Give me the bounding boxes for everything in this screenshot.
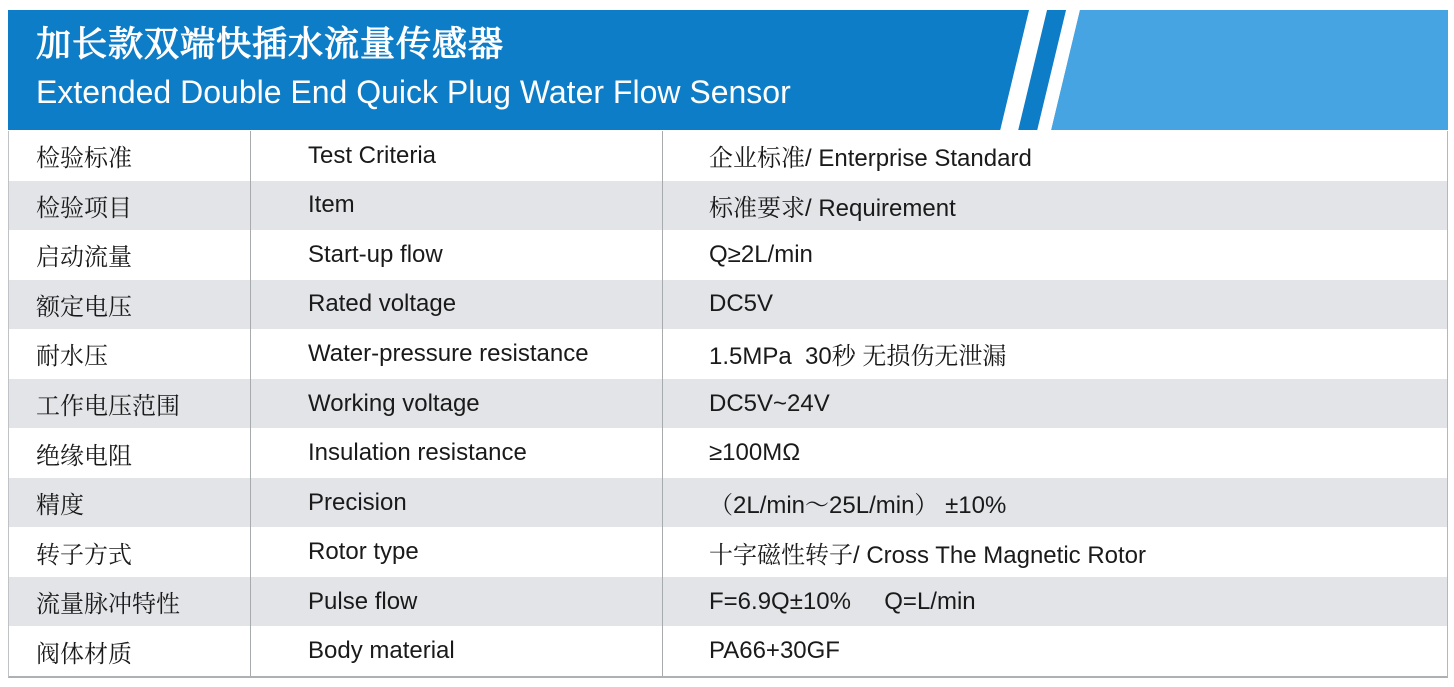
table-row (9, 527, 1447, 577)
table-row (9, 131, 1447, 181)
spec-label-en: Rotor type (251, 527, 663, 577)
spec-value: F=6.9Q±10% Q=L/min (709, 587, 976, 615)
spec-label-en: Insulation resistance (251, 428, 663, 478)
table-row (9, 280, 1447, 330)
spec-label-en: Rated voltage (251, 280, 663, 330)
spec-value: 十字磁性转子/ Cross The Magnetic Rotor (709, 541, 1147, 569)
table-row (9, 230, 1447, 280)
spec-label-zh: 转子方式 (9, 527, 251, 577)
spec-value: 企业标准/ Enterprise Standard (709, 145, 1032, 173)
table-row (9, 181, 1447, 231)
spec-value: 1.5MPa 30秒 无损伤无泄漏 (709, 343, 1007, 371)
spec-label-zh: 工作电压范围 (9, 379, 251, 429)
spec-label-en: Start-up flow (251, 230, 663, 280)
spec-label-en: Body material (251, 626, 663, 676)
banner-titles (36, 10, 791, 110)
spec-value: DC5V (709, 290, 774, 318)
spec-label-zh: 启动流量 (9, 230, 251, 280)
spec-label-en: Water-pressure resistance (251, 329, 663, 379)
table-row (9, 428, 1447, 478)
spec-label-zh: 耐水压 (9, 329, 251, 379)
header-banner (8, 10, 1448, 130)
page-title-zh: 加长款双端快插水流量传感器 (36, 25, 505, 64)
spec-label-en: Test Criteria (251, 131, 663, 181)
table-row (9, 626, 1447, 676)
table-row (9, 329, 1447, 379)
page-title-en: Extended Double End Quick Plug Water Flow Sensor (36, 74, 791, 111)
spec-value: PA66+30GF (709, 637, 840, 665)
spec-label-zh: 绝缘电阻 (9, 428, 251, 478)
spec-table (8, 131, 1448, 678)
spec-value: ≥100MΩ (709, 439, 801, 467)
spec-label-en: Working voltage (251, 379, 663, 429)
spec-label-en: Precision (251, 478, 663, 528)
spec-label-en: Item (251, 181, 663, 231)
table-row (9, 379, 1447, 429)
spec-value: Q≥2L/min (709, 240, 813, 268)
spec-label-en: Pulse flow (251, 577, 663, 627)
table-row (9, 577, 1447, 627)
spec-value: （2L/min～25L/min） ±10% (709, 492, 1007, 520)
spec-label-zh: 精度 (9, 478, 251, 528)
spec-label-zh: 阀体材质 (9, 626, 251, 676)
spec-label-zh: 额定电压 (9, 280, 251, 330)
spec-value: DC5V~24V (709, 389, 830, 417)
spec-value: 标准要求/ Requirement (709, 194, 956, 222)
spec-label-zh: 检验项目 (9, 181, 251, 231)
spec-label-zh: 检验标准 (9, 131, 251, 181)
banner-light-blue-panel (1050, 10, 1448, 130)
spec-label-zh: 流量脉冲特性 (9, 577, 251, 627)
table-row (9, 478, 1447, 528)
